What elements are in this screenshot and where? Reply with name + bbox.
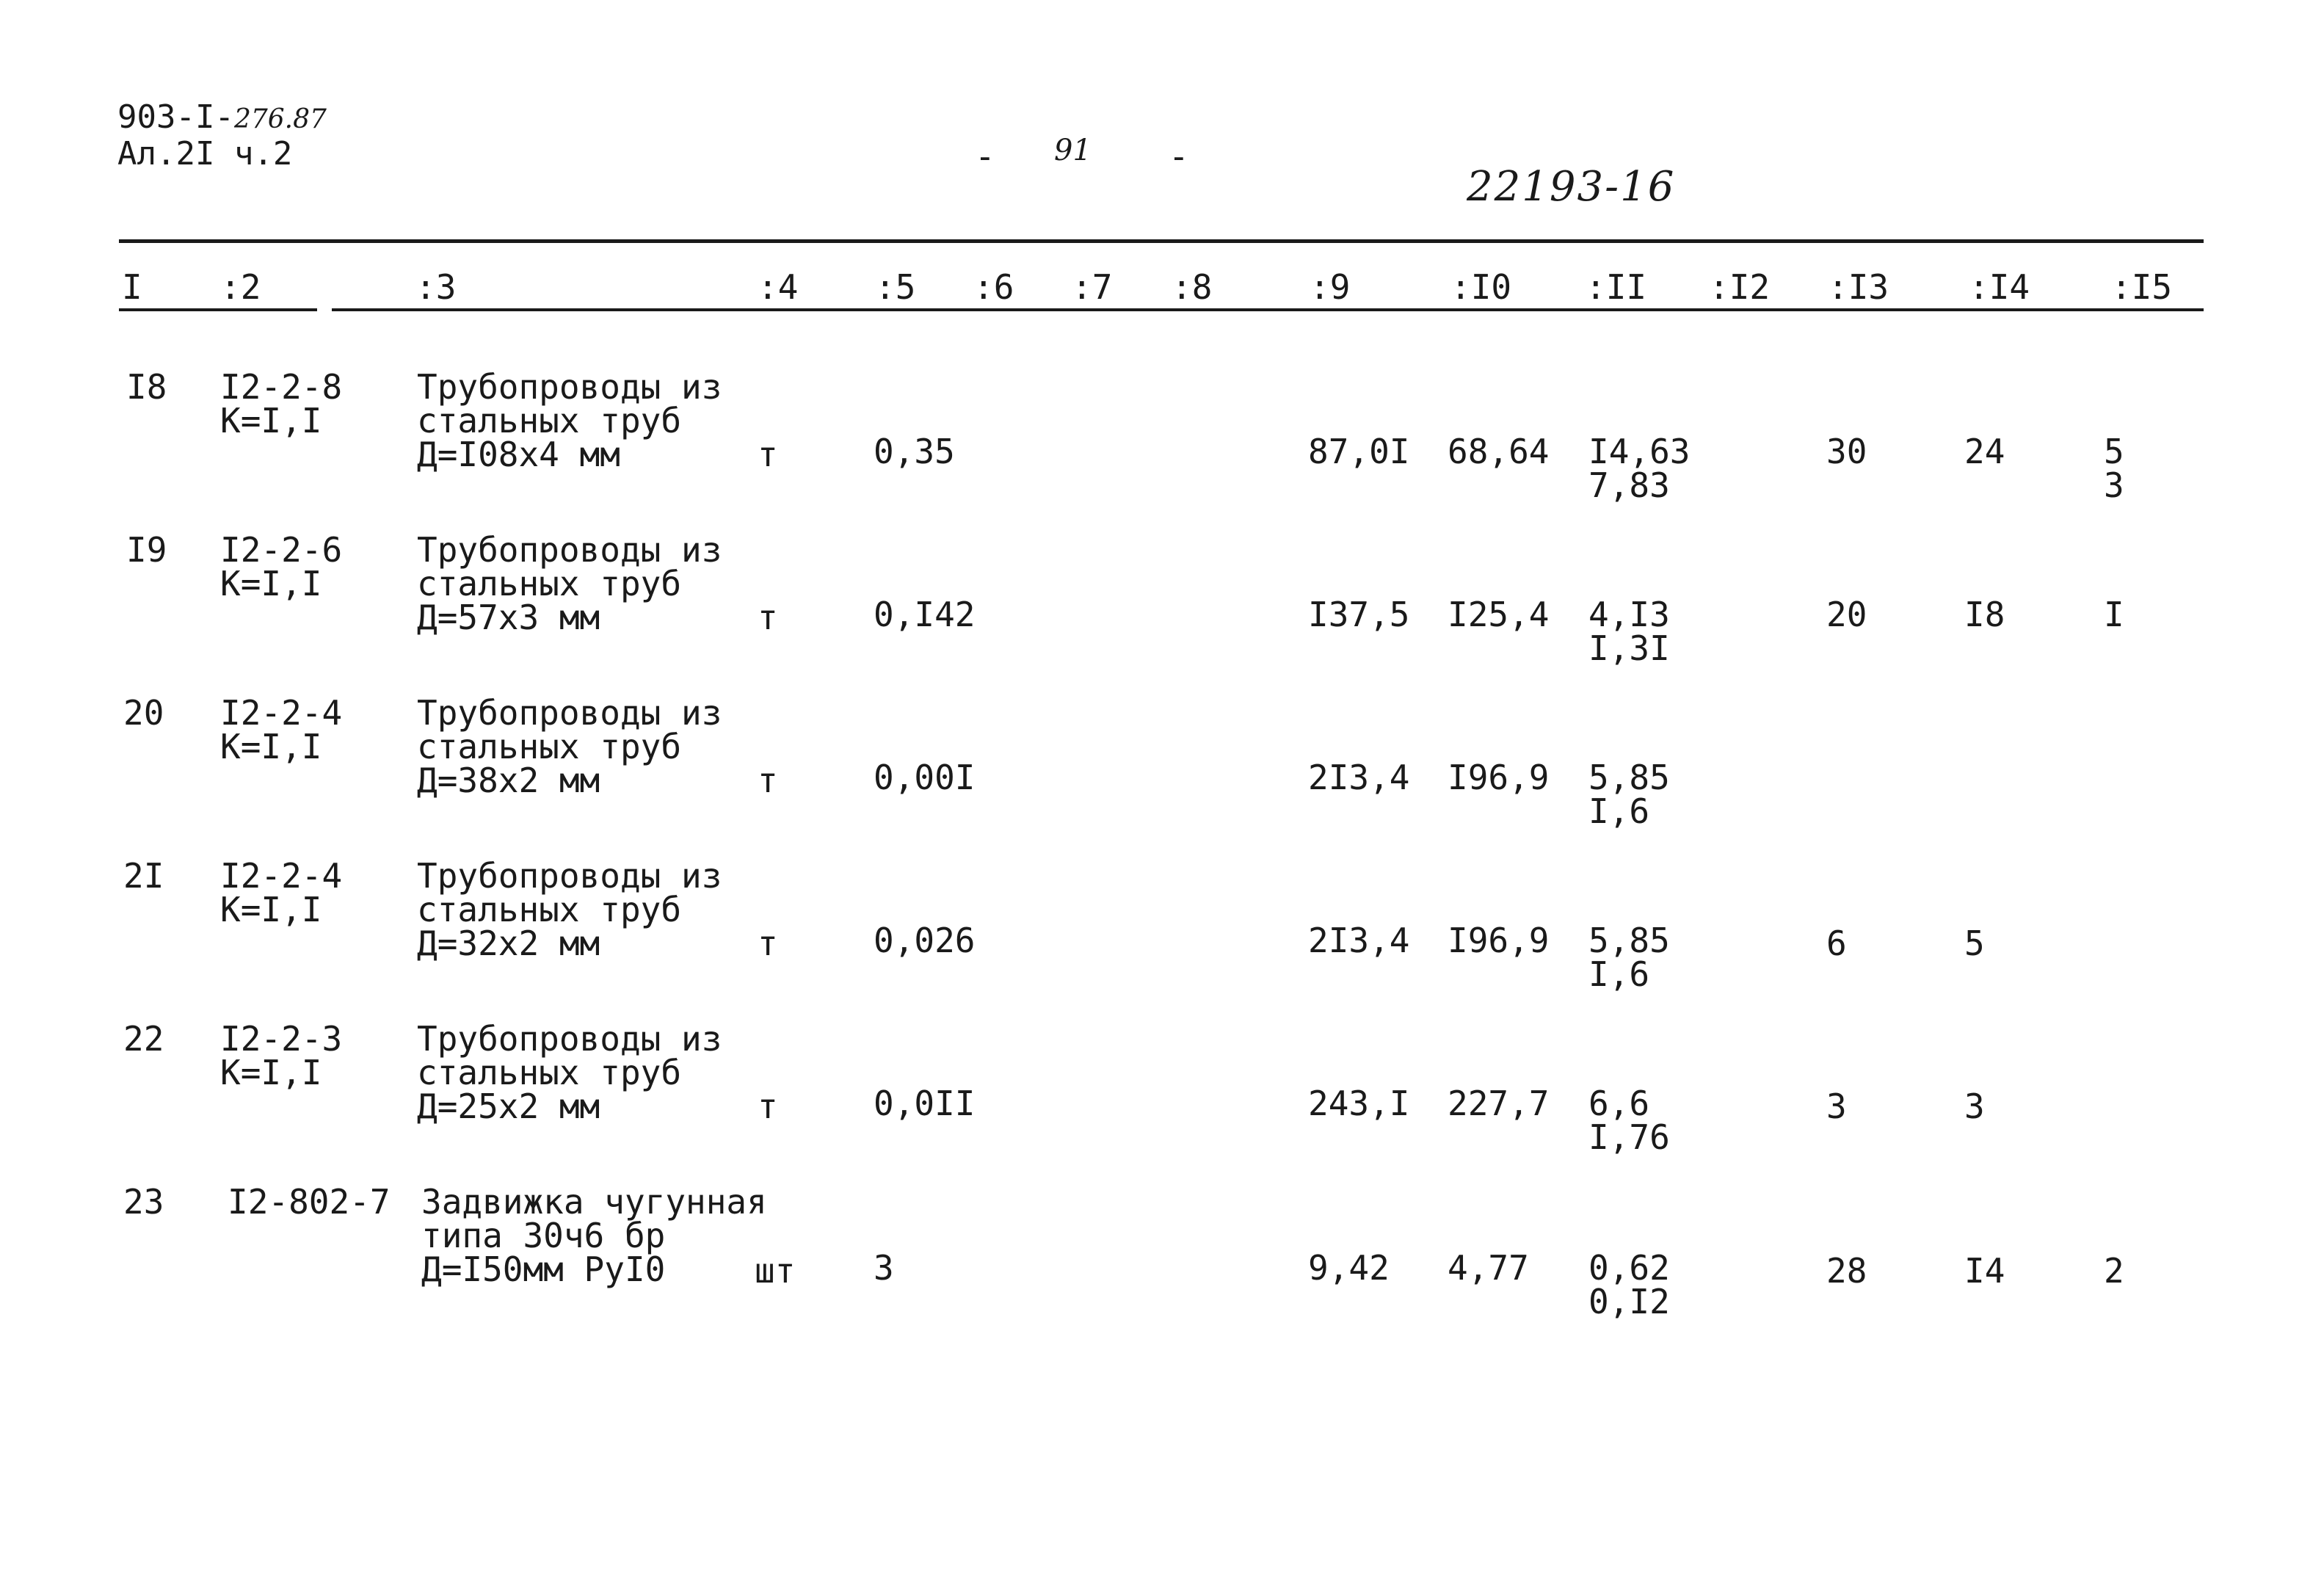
row-quantity: 0,00I: [874, 758, 976, 797]
row-col11: [1588, 758, 1670, 831]
col15-line: 5: [2104, 432, 2124, 471]
description-line: Трубопроводы из: [417, 1019, 722, 1059]
page-number: 91: [1054, 134, 1092, 167]
column-header-2: :2: [220, 267, 261, 307]
row-col15: [2104, 432, 2124, 505]
row-quantity: 3: [874, 1248, 894, 1288]
document-number: 22193-16: [1467, 163, 1676, 211]
description-line: Д=I08х4 мм: [417, 435, 620, 474]
column-header-3: :3: [415, 267, 457, 307]
row-col10: 227,7: [1448, 1084, 1550, 1123]
row-col11: [1588, 432, 1691, 505]
row-col15: I: [2104, 595, 2124, 634]
col11-line: I,6: [1588, 791, 1650, 831]
col11-line: 0,62: [1588, 1248, 1670, 1288]
column-header-10: :I0: [1450, 267, 1512, 307]
row-col10: I25,4: [1448, 595, 1550, 634]
row-col13: 28: [1826, 1251, 1867, 1291]
col11-line: 6,6: [1588, 1084, 1650, 1123]
column-header-5: :5: [875, 267, 916, 307]
row-code: [220, 856, 343, 929]
row-col10: I96,9: [1448, 758, 1550, 797]
code-factor: К=I,I: [220, 727, 322, 766]
row-description: [417, 693, 722, 800]
col11-line: I4,63: [1588, 432, 1691, 471]
description-line: Трубопроводы из: [417, 367, 722, 407]
code-line: I2-2-3: [220, 1019, 343, 1059]
sheet-label: Ал.2I ч.2: [117, 135, 293, 173]
row-col13: 3: [1826, 1087, 1847, 1126]
code-line: I2-2-4: [220, 693, 343, 733]
row-number: 2I: [123, 856, 164, 896]
col11-line: 5,85: [1588, 758, 1670, 797]
description-line: типа 30ч6 бр: [421, 1216, 666, 1255]
row-unit: т: [758, 598, 778, 637]
description-line: Д=57х3 мм: [417, 598, 600, 637]
description-line: стальных труб: [417, 727, 682, 766]
column-header-14: :I4: [1969, 267, 2030, 307]
row-col11: [1588, 1084, 1670, 1157]
row-code: [220, 367, 343, 440]
row-col9: 2I3,4: [1308, 921, 1410, 960]
code-factor: К=I,I: [220, 564, 322, 603]
row-code: [220, 1019, 343, 1092]
document-code-handwritten: 276.87: [233, 104, 327, 134]
description-line: стальных труб: [417, 1053, 682, 1092]
row-unit: шт: [755, 1251, 796, 1291]
col11-line: I,6: [1588, 954, 1650, 994]
col11-line: I,76: [1588, 1117, 1670, 1157]
row-description: [421, 1182, 767, 1289]
top-rule: [119, 239, 2204, 243]
row-col14: 3: [1964, 1087, 1985, 1126]
column-header-7: :7: [1072, 267, 1113, 307]
description-line: Трубопроводы из: [417, 530, 722, 570]
column-header-8: :8: [1172, 267, 1213, 307]
code-line: I2-2-8: [220, 367, 343, 407]
description-line: стальных труб: [417, 401, 682, 440]
row-description: [417, 856, 722, 963]
col11-line: 7,83: [1588, 465, 1670, 505]
page-dash-left: -: [975, 137, 995, 176]
row-number: I8: [126, 367, 167, 407]
row-col11: [1588, 1248, 1670, 1321]
code-line: I2-2-4: [220, 856, 343, 896]
row-col14: I8: [1964, 595, 2005, 634]
row-number: I9: [126, 530, 167, 570]
description-line: Д=38х2 мм: [417, 761, 600, 800]
row-quantity: 0,I42: [874, 595, 976, 634]
row-col14: 24: [1964, 432, 2005, 471]
row-unit: т: [758, 761, 778, 800]
row-code: [220, 693, 343, 766]
document-code: [117, 98, 327, 136]
row-number: 22: [123, 1019, 164, 1059]
row-unit: т: [758, 1087, 778, 1126]
row-code: [220, 530, 343, 603]
row-col11: [1588, 921, 1670, 994]
description-line: Трубопроводы из: [417, 693, 722, 733]
row-number: 23: [123, 1182, 164, 1222]
row-col9: 87,0I: [1308, 432, 1410, 471]
row-col9: I37,5: [1308, 595, 1410, 634]
code-line: I2-802-7: [228, 1182, 391, 1222]
column-header-15: :I5: [2111, 267, 2173, 307]
description-line: Д=25х2 мм: [417, 1087, 600, 1126]
header-rule-right: [332, 308, 2204, 311]
column-header-12: :I2: [1709, 267, 1771, 307]
row-col13: 6: [1826, 924, 1847, 963]
code-factor: К=I,I: [220, 401, 322, 440]
row-col10: I96,9: [1448, 921, 1550, 960]
row-col9: 2I3,4: [1308, 758, 1410, 797]
code-line: I2-2-6: [220, 530, 343, 570]
row-quantity: 0,35: [874, 432, 955, 471]
row-col13: 20: [1826, 595, 1867, 634]
col15-line: 3: [2104, 465, 2124, 505]
row-code: [228, 1182, 391, 1222]
row-unit: т: [758, 435, 778, 474]
col11-line: 5,85: [1588, 921, 1670, 960]
row-col13: 30: [1826, 432, 1867, 471]
row-number: 20: [123, 693, 164, 733]
row-quantity: 0,026: [874, 921, 976, 960]
column-header-4: :4: [758, 267, 799, 307]
col11-line: 4,I3: [1588, 595, 1670, 634]
code-factor: К=I,I: [220, 1053, 322, 1092]
row-description: [417, 367, 722, 474]
col11-line: 0,I2: [1588, 1282, 1670, 1321]
row-col10: 4,77: [1448, 1248, 1529, 1288]
row-col15: 2: [2104, 1251, 2124, 1291]
row-col14: 5: [1964, 924, 1985, 963]
col11-line: I,3I: [1588, 628, 1670, 668]
description-line: Д=I50мм РуI0: [421, 1249, 666, 1289]
description-line: Д=32х2 мм: [417, 924, 600, 963]
column-header-13: :I3: [1828, 267, 1889, 307]
row-col14: I4: [1964, 1251, 2005, 1291]
description-line: стальных труб: [417, 564, 682, 603]
description-line: стальных труб: [417, 890, 682, 929]
row-col11: [1588, 595, 1670, 668]
row-col9: 9,42: [1308, 1248, 1390, 1288]
column-header-9: :9: [1310, 267, 1351, 307]
row-quantity: 0,0II: [874, 1084, 976, 1123]
row-unit: т: [758, 924, 778, 963]
description-line: Задвижка чугунная: [421, 1182, 767, 1222]
column-header-1: I: [122, 267, 142, 307]
row-col9: 243,I: [1308, 1084, 1410, 1123]
page-dash-right: -: [1169, 137, 1189, 176]
description-line: Трубопроводы из: [417, 856, 722, 896]
row-description: [417, 1019, 722, 1126]
code-factor: К=I,I: [220, 890, 322, 929]
document-code-prefix: 903-I-: [117, 98, 234, 136]
row-description: [417, 530, 722, 637]
header-rule-left: [119, 308, 317, 311]
column-header-11: :II: [1586, 267, 1647, 307]
column-header-6: :6: [973, 267, 1014, 307]
row-col10: 68,64: [1448, 432, 1550, 471]
